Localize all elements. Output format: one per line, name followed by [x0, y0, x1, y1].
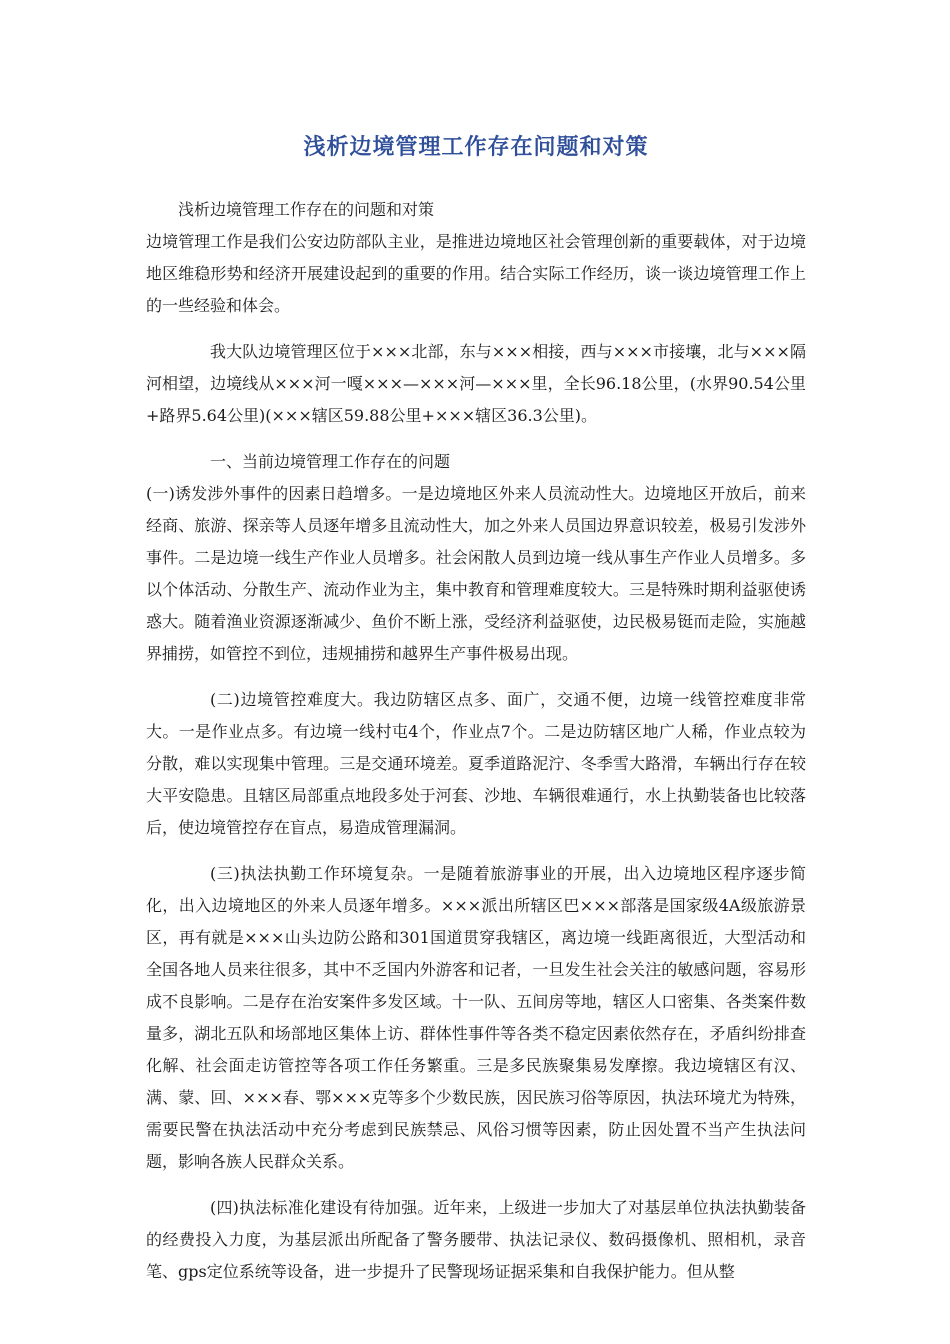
section-heading-problems: 一、当前边境管理工作存在的问题 — [210, 452, 451, 471]
paragraph-area-description: 我大队边境管理区位于×××北部，东与×××相接，西与×××市接壤，北与×××隔河相望，边境线从×××河一嘎×××—×××河—×××里，全长96.18公里，(水界90.54公里+路界5.64公里)(×××辖区59.88公里+×××辖区36.3公里)。 — [146, 342, 806, 425]
paragraph-intro: 边境管理工作是我们公安边防部队主业，是推进边境地区社会管理创新的重要载体，对于边境地区维稳形势和经济开展建设起到的重要的作用。结合实际工作经历，谈一谈边境管理工作上的一些经验和体会。 — [146, 232, 806, 315]
paragraph-problem-1: (一)诱发涉外事件的因素日趋增多。一是边境地区外来人员流动性大。边境地区开放后，前来经商、旅游、探亲等人员逐年增多且流动性大，加之外来人员国边界意识较差，极易引发涉外事件。二是边境一线生产作业人员增多。社会闲散人员到边境一线从事生产作业人员增多。多以个体活动、分散生产、流动作业为主，集中教育和管理难度较大。三是特殊时期利益驱使诱惑大。随着渔业资源逐渐减少、鱼价不断上涨，受经济利益驱使，边民极易铤而走险，实施越界捕捞，如管控不到位，违规捕捞和越界生产事件极易出现。 — [146, 484, 806, 663]
document-title: 浅析边境管理工作存在问题和对策 — [303, 135, 649, 160]
paragraph-problem-4: (四)执法标准化建设有待加强。近年来，上级进一步加大了对基层单位执法执勤装备的经费投入力度，为基层派出所配备了警务腰带、执法记录仪、数码摄像机、照相机，录音笔、gps定位系统等设备，进一步提升了民警现场证据采集和自我保护能力。但从整 — [146, 1198, 806, 1281]
document-subtitle: 浅析边境管理工作存在的问题和对策 — [178, 200, 435, 219]
document-page — [146, 128, 806, 1288]
paragraph-problem-2: (二)边境管控难度大。我边防辖区点多、面广，交通不便，边境一线管控难度非常大。一是作业点多。有边境一线村屯4个，作业点7个。二是边防辖区地广人稀，作业点较为分散，难以实现集中管理。三是交通环境差。夏季道路泥泞、冬季雪大路滑，车辆出行存在较大平安隐患。且辖区局部重点地段多处于河套、沙地、车辆很难通行，水上执勤装备也比较落后，使边境管控存在盲点，易造成管理漏洞。 — [146, 690, 806, 837]
paragraph-problem-3: (三)执法执勤工作环境复杂。一是随着旅游事业的开展，出入边境地区程序逐步简化，出入边境地区的外来人员逐年增多。×××派出所辖区巴×××部落是国家级4A级旅游景区，再有就是×××山头边防公路和301国道贯穿我辖区，离边境一线距离很近，大型活动和全国各地人员来往很多，其中不乏国内外游客和记者，一旦发生社会关注的敏感问题，容易形成不良影响。二是存在治安案件多发区域。十一队、五间房等地，辖区人口密集、各类案件数量多，湖北五队和场部地区集体上访、群体性事件等各类不稳定因素依然存在，矛盾纠纷排查化解、社会面走访管控等各项工作任务繁重。三是多民族聚集易发摩擦。我边境辖区有汉、满、蒙、回、×××春、鄂×××克等多个少数民族，因民族习俗等原因，执法环境尤为特殊，需要民警在执法活动中充分考虑到民族禁忌、风俗习惯等因素，防止因处置不当产生执法问题，影响各族人民群众关系。 — [146, 864, 806, 1171]
